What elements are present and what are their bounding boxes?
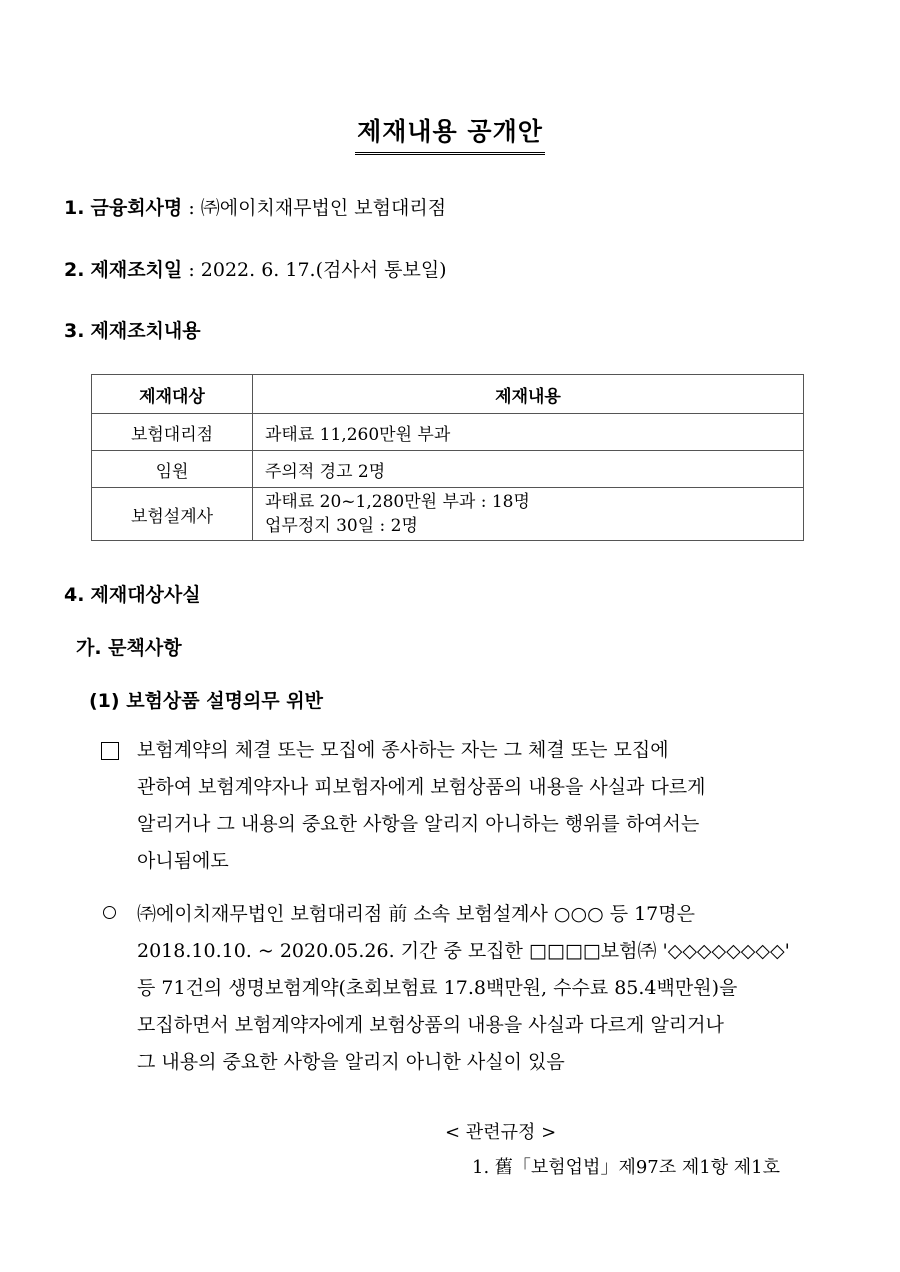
item-value: 2022. 6. 17.(검사서 통보일): [200, 259, 447, 281]
related-regulations-heading: < 관련규정 >: [445, 1122, 557, 1143]
table-header-row: [92, 375, 804, 414]
item-number: 4.: [64, 584, 85, 606]
cell-target: 임원: [92, 451, 253, 488]
item-number: 3.: [64, 320, 85, 342]
item-number: 2.: [64, 259, 85, 281]
item-label: 제재대상사실: [90, 584, 201, 606]
cell-target: 보험대리점: [92, 414, 253, 451]
paragraph-line: 그 내용의 중요한 사항을 알리지 아니한 사실이 있음: [137, 1051, 565, 1073]
page-title: [0, 112, 900, 155]
table-row: [92, 451, 804, 488]
cell-content: 주의적 경고 2명: [253, 451, 804, 488]
item-sanction-facts: [64, 580, 201, 607]
item-label: 금융회사명: [90, 197, 183, 219]
paragraph-line: 등 71건의 생명보험계약(초회보험료 17.8백만원, 수수료 85.4백만원)을: [137, 977, 738, 999]
page-title-text: 제재내용 공개안: [355, 112, 545, 155]
table-row: [92, 414, 804, 451]
header-target: 제재대상: [92, 375, 253, 414]
paragraph-line: ㈜에이치재무법인 보험대리점 前 소속 보험설계사 ○○○ 등 17명은: [137, 903, 695, 925]
cell-target: 보험설계사: [92, 488, 253, 541]
header-content: 제재내용: [253, 375, 804, 414]
paragraph-facts: [137, 896, 835, 1081]
paragraph-regulation: [137, 732, 835, 880]
cell-content: [253, 488, 804, 541]
checkbox-bullet-icon: [101, 742, 119, 760]
paragraph-line: 보험계약의 체결 또는 모집에 종사하는 자는 그 체결 또는 모집에: [137, 739, 669, 761]
paragraph-line: 관하여 보험계약자나 피보험자에게 보험상품의 내용을 사실과 다르게: [137, 776, 706, 798]
subsubsection-heading: (1) 보험상품 설명의무 위반: [89, 690, 323, 712]
item-sanction-date: [64, 255, 447, 282]
paragraph-line: 2018.10.10. ~ 2020.05.26. 기간 중 모집한 □□□□보험㈜ '◇◇◇◇◇◇◇◇': [137, 940, 790, 962]
item-sanction-details: [64, 316, 201, 343]
cell-content-line: 과태료 20~1,280만원 부과 : 18명: [265, 492, 530, 512]
paragraph-line: 아니됨에도: [137, 850, 229, 872]
cell-content-line: 업무정지 30일 : 2명: [265, 516, 418, 536]
cell-content: 과태료 11,260만원 부과: [253, 414, 804, 451]
item-separator: :: [188, 197, 195, 219]
related-regulation-item: 1. 舊「보험업법」제97조 제1항 제1호: [472, 1157, 781, 1178]
paragraph-line: 모집하면서 보험계약자에게 보험상품의 내용을 사실과 다르게 알리거나: [137, 1014, 724, 1036]
table-row: [92, 488, 804, 541]
item-label: 제재조치일: [90, 259, 183, 281]
item-number: 1.: [64, 197, 85, 219]
item-value: ㈜에이치재무법인 보험대리점: [200, 197, 447, 219]
sanction-table: [91, 374, 804, 541]
paragraph-line: 알리거나 그 내용의 중요한 사항을 알리지 아니하는 행위를 하여서는: [137, 813, 700, 835]
item-label: 제재조치내용: [90, 320, 201, 342]
item-company-name: [64, 193, 446, 220]
item-separator: :: [188, 259, 195, 281]
circle-bullet-icon: [103, 906, 116, 919]
subsection-heading: 가. 문책사항: [76, 637, 182, 659]
